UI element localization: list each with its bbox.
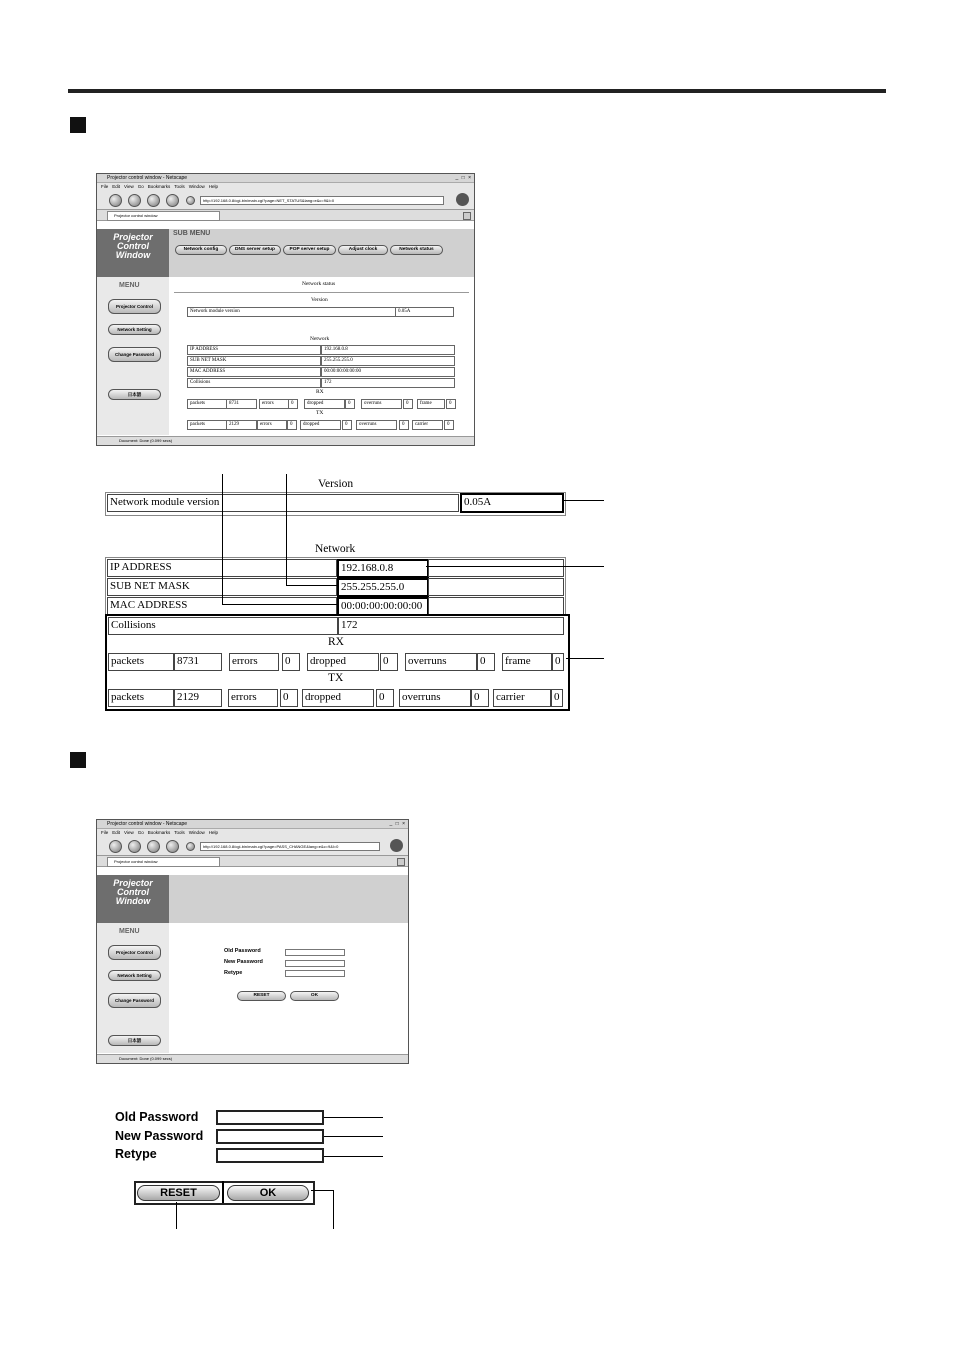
callout-line xyxy=(222,604,337,605)
netscape-logo-icon xyxy=(390,839,403,852)
mask-value: 255.255.255.0 xyxy=(337,578,429,597)
menu-file[interactable]: File xyxy=(101,830,109,835)
retype-input[interactable] xyxy=(216,1148,324,1163)
version-value: 0.05A xyxy=(460,493,564,513)
menu-title: MENU xyxy=(119,928,140,935)
mini-tx-carrier-label: carrier xyxy=(412,420,443,430)
tab-bar xyxy=(97,210,474,221)
rx-errors-value: 0 xyxy=(282,653,300,671)
rx-overruns-value: 0 xyxy=(477,653,495,671)
version-caption: Version xyxy=(318,478,354,490)
forward-icon[interactable] xyxy=(128,194,141,207)
menu-bar xyxy=(97,829,408,837)
browser-window-change-password xyxy=(96,819,409,1064)
new-password-label: New Password xyxy=(115,1129,204,1143)
top-rule xyxy=(68,89,886,93)
callout-line xyxy=(324,1156,383,1157)
submenu-network-config[interactable]: Network config xyxy=(175,245,227,255)
stop-icon[interactable] xyxy=(166,840,179,853)
submenu-pop-setup[interactable]: POP server setup xyxy=(283,245,336,255)
mini-retype-input[interactable] xyxy=(285,970,345,977)
rx-overruns-label: overruns xyxy=(405,653,477,671)
old-password-input[interactable] xyxy=(216,1110,324,1125)
collisions-label: Collisions xyxy=(108,617,338,635)
menu-bookmarks[interactable]: Bookmarks xyxy=(147,184,171,189)
mac-value-cell-rest xyxy=(428,597,564,615)
tx-dropped-label: dropped xyxy=(302,689,374,707)
mini-rx-dropped-value: 0 xyxy=(345,399,355,409)
submenu-bar xyxy=(169,875,408,923)
page-title: Network status xyxy=(302,281,336,287)
mini-rx-frame-value: 0 xyxy=(446,399,456,409)
mini-mask-label: SUB NET MASK xyxy=(187,356,321,366)
mini-tx-overruns-label: overruns xyxy=(356,420,397,430)
app-logo: Projector Control Window xyxy=(97,229,169,281)
rx-dropped-label: dropped xyxy=(307,653,379,671)
menu-edit[interactable]: Edit xyxy=(112,184,121,189)
ip-value-cell-rest xyxy=(428,559,564,577)
mini-version-value: 0.05A xyxy=(395,307,454,317)
tx-overruns-value: 0 xyxy=(471,689,489,707)
mini-tx-errors-value: 0 xyxy=(287,420,297,430)
ip-value: 192.168.0.8 xyxy=(337,559,429,578)
mini-mac-label: MAC ADDRESS xyxy=(187,367,321,377)
mini-rx-dropped-label: dropped xyxy=(304,399,345,409)
url-input[interactable]: http://192.168.0.8/cgi-bin/main.cgi?page=NET_STATUS&lang=e&c=9&l=0 xyxy=(200,196,444,205)
ok-button[interactable]: OK xyxy=(227,1185,309,1201)
tx-errors-value: 0 xyxy=(280,689,298,707)
menu-bookmarks[interactable]: Bookmarks xyxy=(147,830,171,835)
network-caption: Network xyxy=(315,543,356,555)
mini-mask-value: 255.255.255.0 xyxy=(321,356,455,366)
mini-version-caption: Version xyxy=(311,297,328,303)
window-title: Projector control window - Netscape xyxy=(107,175,188,181)
mini-rx-errors-label: errors xyxy=(259,399,289,409)
mini-ip-value: 192.168.0.8 xyxy=(321,345,455,355)
sidebar-projector-control[interactable]: Projector Control xyxy=(108,299,161,314)
old-password-label: Old Password xyxy=(115,1110,199,1124)
tab-bar xyxy=(97,856,408,867)
back-icon[interactable] xyxy=(109,840,122,853)
sidebar-projector-control[interactable]: Projector Control xyxy=(108,945,161,960)
sidebar-change-password[interactable]: Change Password xyxy=(108,347,161,362)
mini-rx-overruns-value: 0 xyxy=(403,399,413,409)
menu-tools[interactable]: Tools xyxy=(174,830,185,835)
mini-tx-packets-value: 2129 xyxy=(226,420,257,430)
tx-errors-label: errors xyxy=(228,689,278,707)
tx-carrier-value: 0 xyxy=(551,689,563,707)
callout-line xyxy=(562,500,604,501)
sidebar-network-setting[interactable]: Network Setting xyxy=(108,970,161,981)
mini-new-password-input[interactable] xyxy=(285,960,345,967)
tx-overruns-label: overruns xyxy=(399,689,471,707)
window-title-bar xyxy=(97,174,474,183)
tx-dropped-value: 0 xyxy=(376,689,394,707)
mini-old-password-label: Old Password xyxy=(224,948,261,954)
tx-packets-value: 2129 xyxy=(174,689,222,707)
mini-tx-carrier-value: 0 xyxy=(444,420,454,430)
callout-line xyxy=(311,1190,333,1191)
ip-label: IP ADDRESS xyxy=(107,559,337,577)
mini-tx-packets-label: packets xyxy=(187,420,227,430)
mini-old-password-input[interactable] xyxy=(285,949,345,956)
mini-tx-dropped-label: dropped xyxy=(300,420,341,430)
callout-line xyxy=(324,1117,383,1118)
window-title: Projector control window - Netscape xyxy=(107,821,188,827)
sidebar-japanese[interactable]: 日本語 xyxy=(108,389,161,400)
callout-line xyxy=(426,566,604,567)
sidebar-change-password[interactable]: Change Password xyxy=(108,993,161,1008)
mini-collisions-label: Collisions xyxy=(187,378,321,388)
version-label: Network module version xyxy=(107,494,459,512)
rx-dropped-value: 0 xyxy=(380,653,398,671)
rx-frame-value: 0 xyxy=(552,653,564,671)
mini-tx-overruns-value: 0 xyxy=(399,420,409,430)
mini-ip-label: IP ADDRESS xyxy=(187,345,321,355)
reload-icon[interactable] xyxy=(147,840,160,853)
tx-carrier-label: carrier xyxy=(493,689,551,707)
tx-caption: TX xyxy=(328,672,344,684)
close-tab-icon[interactable] xyxy=(463,212,471,220)
stop-icon[interactable] xyxy=(166,194,179,207)
status-bar: Document: Done (0.099 secs) xyxy=(97,436,474,445)
retype-label: Retype xyxy=(115,1147,157,1161)
url-input[interactable]: http://192.168.0.8/cgi-bin/main.cgi?page=PASS_CHANGE&lang=e&c=9&l=0 xyxy=(200,842,380,851)
menu-tools[interactable]: Tools xyxy=(174,184,185,189)
mini-new-password-label: New Password xyxy=(224,959,263,965)
mini-rx-overruns-label: overruns xyxy=(361,399,402,409)
app-logo: Projector Control Window xyxy=(97,875,169,927)
rx-packets-value: 8731 xyxy=(174,653,222,671)
callout-line xyxy=(324,1136,383,1137)
netscape-logo-icon xyxy=(456,193,469,206)
divider xyxy=(174,292,469,293)
callout-line xyxy=(176,1202,177,1229)
new-password-input[interactable] xyxy=(216,1129,324,1144)
window-controls[interactable]: _ □ × xyxy=(455,175,472,181)
rx-packets-label: packets xyxy=(108,653,174,671)
mini-ok-button[interactable]: OK xyxy=(290,991,339,1001)
home-icon[interactable] xyxy=(186,196,195,205)
mini-mac-value: 00:00:00:00:00:00 xyxy=(321,367,455,377)
menu-view[interactable]: View xyxy=(124,830,134,835)
rx-frame-label: frame xyxy=(502,653,552,671)
mac-label: MAC ADDRESS xyxy=(107,597,337,615)
callout-line xyxy=(222,474,223,605)
menu-view[interactable]: View xyxy=(124,184,134,189)
section-marker-square xyxy=(70,752,86,768)
tab-projector-control[interactable]: Projector control window xyxy=(107,857,220,867)
sidebar-network-setting[interactable]: Network Setting xyxy=(108,324,161,335)
mask-label: SUB NET MASK xyxy=(107,578,337,596)
menu-go[interactable]: Go xyxy=(137,184,144,189)
sidebar-japanese[interactable]: 日本語 xyxy=(108,1035,161,1046)
mini-collisions-value: 172 xyxy=(321,378,455,388)
mini-rx-packets-value: 8731 xyxy=(226,399,257,409)
reload-icon[interactable] xyxy=(147,194,160,207)
window-title-bar xyxy=(97,820,408,829)
box-divider xyxy=(222,1181,224,1203)
mini-rx-caption: RX xyxy=(316,389,324,395)
mac-value: 00:00:00:00:00:00 xyxy=(337,597,429,616)
home-icon[interactable] xyxy=(186,842,195,851)
forward-icon[interactable] xyxy=(128,840,141,853)
mini-rx-errors-value: 0 xyxy=(288,399,298,409)
submenu-title: SUB MENU xyxy=(173,230,211,237)
menu-title: MENU xyxy=(119,282,140,289)
rx-caption: RX xyxy=(328,636,344,648)
window-controls[interactable]: _ □ × xyxy=(389,821,406,827)
collisions-value: 172 xyxy=(338,617,564,635)
navigation-toolbar xyxy=(97,191,474,210)
menu-help[interactable]: Help xyxy=(208,184,219,189)
sidebar xyxy=(97,923,169,1053)
callout-line xyxy=(566,658,604,659)
submenu-dns-setup[interactable]: DNS server setup xyxy=(229,245,281,255)
back-icon[interactable] xyxy=(109,194,122,207)
rx-errors-label: errors xyxy=(229,653,279,671)
browser-window-network-status xyxy=(96,173,475,446)
callout-line xyxy=(286,585,337,586)
tx-packets-label: packets xyxy=(108,689,174,707)
mini-tx-errors-label: errors xyxy=(257,420,287,430)
menu-file[interactable]: File xyxy=(101,184,109,189)
menu-bar xyxy=(97,183,474,191)
mini-reset-button[interactable]: RESET xyxy=(237,991,286,1001)
tab-projector-control[interactable]: Projector control window xyxy=(107,211,220,221)
mini-tx-dropped-value: 0 xyxy=(342,420,352,430)
menu-help[interactable]: Help xyxy=(208,830,219,835)
close-tab-icon[interactable] xyxy=(397,858,405,866)
section-marker-square xyxy=(70,117,86,133)
reset-button[interactable]: RESET xyxy=(137,1185,220,1201)
mini-network-caption: Network xyxy=(310,336,330,342)
menu-window[interactable]: Window xyxy=(188,184,205,189)
navigation-toolbar xyxy=(97,837,408,856)
mini-tx-caption: TX xyxy=(316,410,324,416)
menu-go[interactable]: Go xyxy=(137,830,144,835)
callout-line xyxy=(333,1190,334,1229)
menu-edit[interactable]: Edit xyxy=(112,830,121,835)
submenu-adjust-clock[interactable]: Adjust clock xyxy=(338,245,388,255)
status-bar: Document: Done (0.099 secs) xyxy=(97,1054,408,1063)
mini-retype-label: Retype xyxy=(224,970,243,976)
mini-rx-frame-label: frame xyxy=(417,399,445,409)
mask-value-cell-rest xyxy=(428,578,564,596)
submenu-network-status[interactable]: Network status xyxy=(390,245,443,255)
menu-window[interactable]: Window xyxy=(188,830,205,835)
mini-version-label: Network module version xyxy=(187,307,396,317)
callout-line xyxy=(286,474,287,586)
mini-rx-packets-label: packets xyxy=(187,399,227,409)
